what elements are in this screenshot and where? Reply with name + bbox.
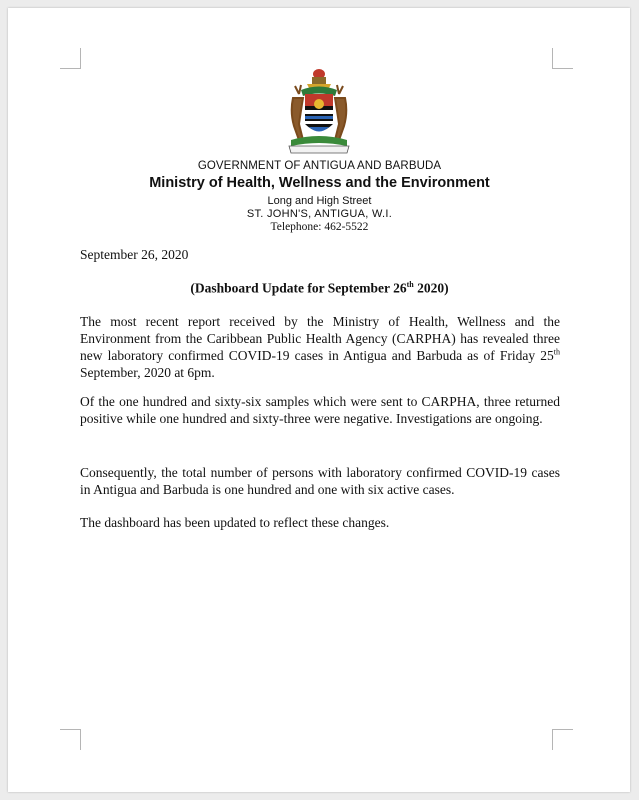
letter-date: September 26, 2020 [80, 247, 189, 262]
paragraph-1 [80, 313, 560, 381]
paragraph-3: Consequently, the total number of persons with laboratory confirmed COVID-19 cases in Antigua and Barbuda is one hundred and one with six active cases. [80, 465, 560, 497]
crop-mark-bottom-left [60, 729, 81, 750]
telephone: Telephone: 462-5522 [270, 221, 369, 233]
subject-suffix: 2020) [413, 280, 449, 296]
subject-ordinal: th [406, 280, 414, 289]
paragraph-4: The dashboard has been updated to reflect these changes. [80, 515, 390, 530]
paragraph-1-end: September, 2020 at 6pm. [80, 365, 215, 380]
coat-of-arms-icon [279, 66, 359, 154]
subject-line [0, 280, 639, 297]
crop-mark-top-right [552, 48, 573, 69]
paragraph-2: Of the one hundred and sixty-six samples which were sent to CARPHA, three returned positive while one hundred and sixty-three were negative. Investigations are ongoing. [80, 394, 560, 426]
crop-mark-bottom-right [552, 729, 573, 750]
address-city: ST. JOHN'S, ANTIGUA, W.I. [246, 208, 393, 220]
subject-prefix: (Dashboard Update for September 26 [190, 280, 407, 296]
address-street: Long and High Street [267, 195, 372, 207]
paragraph-1-text: The most recent report received by the Ministry of Health, Wellness and the Environment from the Caribbean Public Health Agency (CARPHA) has revealed three new laboratory confirmed COVID-19 cases in Antigua and Barbuda as of Friday 25 [80, 314, 560, 363]
paragraph-1-ordinal: th [553, 347, 560, 357]
government-name: GOVERNMENT OF ANTIGUA AND BARBUDA [197, 160, 442, 172]
ministry-name: Ministry of Health, Wellness and the Environment [149, 175, 490, 191]
crop-mark-top-left [60, 48, 81, 69]
